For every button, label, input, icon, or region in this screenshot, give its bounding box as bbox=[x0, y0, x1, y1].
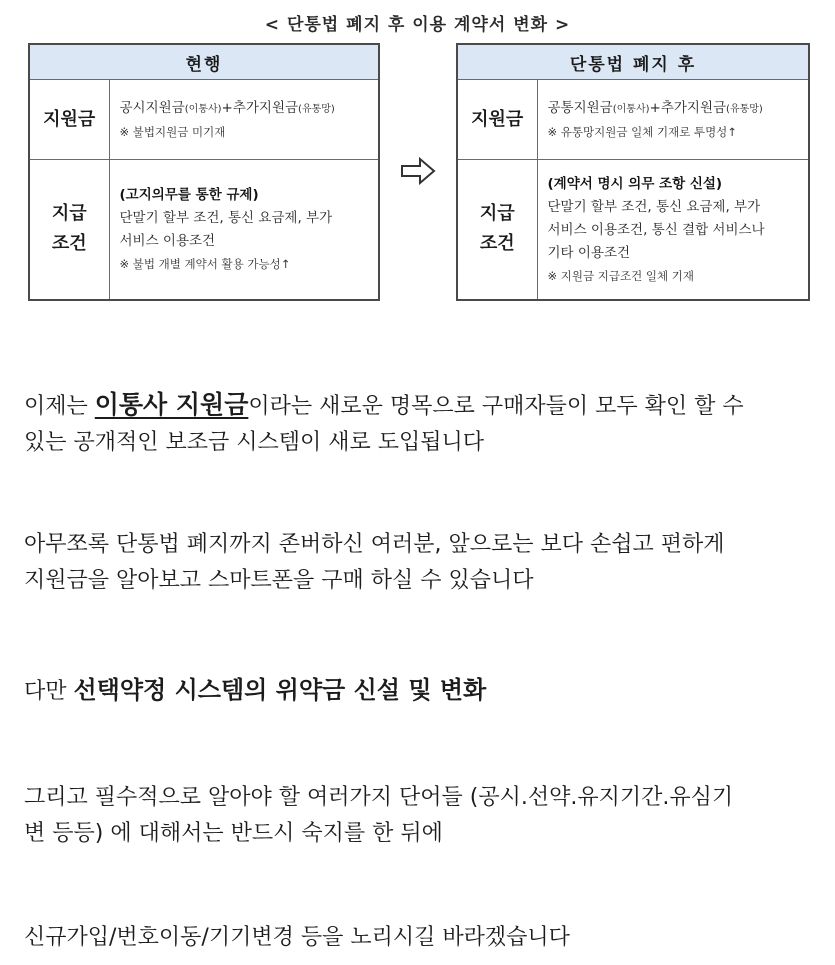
p1-line-2: 있는 공개적인 보조금 시스템이 새로 도입됩니다 bbox=[24, 430, 485, 455]
p2-line-1: 아무쪼록 단통법 폐지까지 존버하신 여러분, 앞으로는 보다 손쉽고 편하게 bbox=[24, 532, 725, 557]
p4-line-1: 그리고 필수적으로 알아야 할 여러가지 단어들 (공시.선약.유지기간.유심기 bbox=[24, 785, 734, 810]
conditions-label-2: 조건 bbox=[51, 233, 87, 255]
conditions-line-3: 기타 이용조건 bbox=[547, 244, 631, 261]
table-header-current: 현행 bbox=[29, 44, 379, 80]
paragraph-subsidy-intro bbox=[24, 387, 824, 461]
subsidy-small: (이통사) bbox=[612, 104, 650, 115]
p4-line-2: 변 등등) 에 대해서는 반드시 숙지를 한 뒤에 bbox=[24, 821, 443, 846]
conditions-note: ※ 불법 개별 계약서 활용 가능성↑ bbox=[119, 257, 291, 272]
subsidy-plus: +추가지원금 bbox=[221, 100, 299, 116]
paragraph-terms bbox=[24, 780, 824, 852]
p1-post: 이라는 새로운 명목으로 구매자들이 모두 확인 할 수 bbox=[248, 394, 744, 419]
subsidy-text: 공통지원금 bbox=[547, 100, 613, 116]
conditions-label-2: 조건 bbox=[479, 233, 515, 255]
conditions-line-1: 단말기 할부 조건, 통신 요금제, 부가 bbox=[547, 198, 761, 215]
paragraph-closing bbox=[24, 920, 824, 956]
hollow-right-arrow-icon bbox=[400, 156, 436, 186]
p5-line-1: 신규가입/번호이동/기기변경 등을 노리시길 바라겠습니다 bbox=[24, 925, 570, 950]
conditions-line-1: 단말기 할부 조건, 통신 요금제, 부가 bbox=[119, 210, 333, 227]
paragraph-purchase bbox=[24, 527, 824, 599]
subsidy-note: ※ 유통망지원금 일체 기재로 투명성↑ bbox=[547, 125, 737, 139]
subsidy-text: 공시지원금 bbox=[119, 100, 185, 116]
table-header-after: 단통법 폐지 후 bbox=[457, 44, 809, 80]
conditions-cell-current bbox=[109, 160, 379, 300]
row-label-conditions bbox=[457, 160, 537, 300]
subsidy-small-2: (유통망) bbox=[726, 104, 763, 115]
conditions-bold: (고지의무를 통한 규제) bbox=[119, 187, 259, 204]
subsidy-cell-current bbox=[109, 80, 379, 160]
row-label-subsidy: 지원금 bbox=[457, 80, 537, 160]
conditions-line-2: 서비스 이용조건, 통신 결합 서비스나 bbox=[547, 221, 765, 238]
paragraph-however bbox=[24, 672, 824, 710]
p1-pre: 이제는 bbox=[24, 394, 95, 419]
subsidy-plus: +추가지원금 bbox=[649, 100, 727, 116]
conditions-bold: (계약서 명시 의무 조항 신설) bbox=[547, 175, 723, 192]
row-label-subsidy: 지원금 bbox=[29, 80, 109, 160]
after-repeal-comparison-table bbox=[456, 43, 810, 301]
conditions-note: ※ 지원금 지급조건 일체 기재 bbox=[547, 268, 694, 283]
p3-bold: 선택약정 시스템의 위약금 신설 및 변화 bbox=[73, 676, 487, 704]
subsidy-cell-after bbox=[537, 80, 809, 160]
subsidy-small-2: (유통망) bbox=[298, 104, 335, 115]
p1-highlight: 이통사 지원금 bbox=[94, 390, 249, 419]
current-comparison-table bbox=[28, 43, 380, 301]
subsidy-note: ※ 불법지원금 미기재 bbox=[119, 125, 226, 139]
subsidy-small: (이통사) bbox=[184, 104, 222, 115]
conditions-line-2: 서비스 이용조건 bbox=[119, 233, 216, 250]
p2-line-2: 지원금을 알아보고 스마트폰을 구매 하실 수 있습니다 bbox=[24, 568, 534, 593]
figure-title: < 단통법 폐지 후 이용 계약서 변화 > bbox=[264, 15, 571, 35]
row-label-conditions bbox=[29, 160, 109, 300]
conditions-label-1: 지급 bbox=[479, 203, 515, 225]
p3-pre: 다만 bbox=[24, 679, 74, 704]
conditions-cell-after bbox=[537, 160, 809, 300]
conditions-label-1: 지급 bbox=[51, 203, 87, 225]
